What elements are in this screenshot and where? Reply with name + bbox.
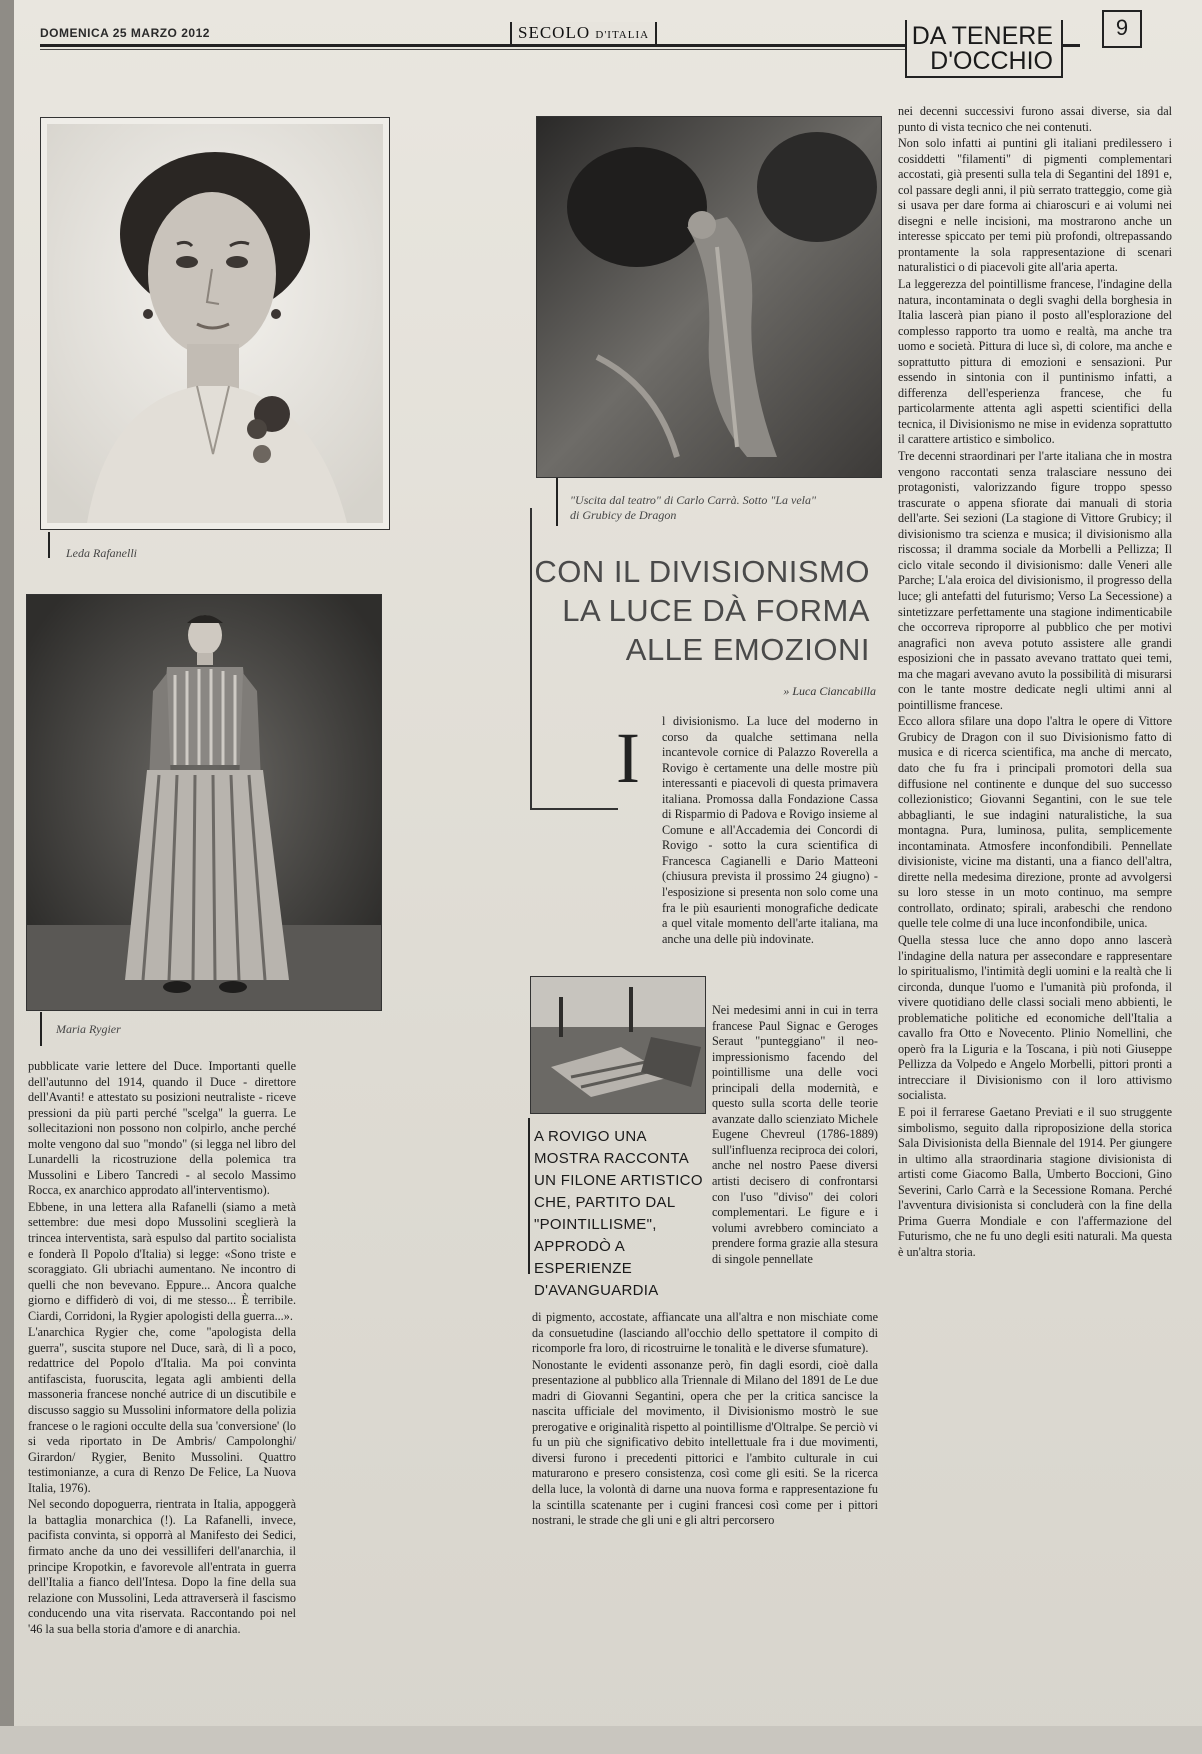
section-label-line2: D'OCCHIO — [930, 47, 1053, 75]
painting-image — [537, 117, 881, 477]
article-right-column — [898, 104, 1172, 1261]
right-paragraph: E poi il ferrarese Gaetano Previati e il suo struggente simbolismo, seguito dalla riproposizione della storica Sala Divisionista della Biennale del 1914. Per giungere in ultimo alla straordinaria stagione divisionista di artisti come Giacomo Balla, Umberto Boccioni, Gino Severini, Carlo Carrà e la Secessione Romana. Perché l'avventura divisionista si concluderà con la fine della Prima Guerra Mondiale e con l'affermazione del Futurismo, che ne fu uno degli esiti naturali. Ma questa è un'altra storia. — [898, 1105, 1172, 1259]
painting-photo — [536, 116, 882, 478]
issue-date: DOMENICA 25 MARZO 2012 — [40, 26, 210, 40]
painting-caption-line1: "Uscita dal teatro" di Carlo Carrà. Sotto "La vela" — [570, 493, 817, 507]
article-byline: » Luca Ciancabilla — [783, 684, 876, 698]
boat-photo — [530, 976, 706, 1114]
article-lower-text — [532, 1310, 878, 1530]
article-intro-paragraph: l divisionismo. La luce del moderno in corso da qualche settimana nella incantevole cornice di Palazzo Roverella a Rovigo è certamente una delle mostre più interessanti e piacevoli di questa primavera italiana. Promossa dalla Fondazione Cassa di Risparmio di Padova e Rovigo insieme al Comune e all'Accademia dei Concordi di Rovigo - sotto la cura scientifica di Francesca Cagianelli e Dario Matteoni (chiusura prevista il prossimo 24 giugno) - l'esposizione si presenta non solo come una fra le più esaurienti monografiche dedicate a quel vitale momento dell'arte italiana, ma anche una delle più indovinate. — [662, 714, 878, 946]
painting-caption-bar — [556, 478, 558, 526]
standing-photo — [26, 594, 382, 1011]
headline-line1: CON IL DIVISIONISMO — [534, 554, 870, 589]
standing-caption-bar — [40, 1012, 42, 1046]
article-intro-text — [662, 714, 878, 948]
portrait-caption-bar — [48, 532, 50, 558]
left-paragraph: Ebbene, in una lettera alla Rafanelli (siamo a metà settembre: due mesi dopo Mussolini sceglierà la trincea interventista, sarà espulso dal partito socialista e fonderà Il Popolo d'Italia) si legge: «Sono triste e scoraggiato. Gli ubriachi aumentano. Ne incontro di quelli che non bevevano. Eppure... Ancora qualche giorno e diffiderò di voi, di me stesso... È terribile. Ciardi, Corridoni, la Rygier apologisti della guerra...». — [28, 1199, 296, 1323]
article-narrow-paragraph: Nei medesimi anni in cui in terra francese Paul Signac e Geroges Seraut "punteggiano" il neo-impressionismo facendo del pointillisme una delle voci principali della modernità, e questo sulla scorta delle teorie avanzate dallo scienziato Michele Eugene Chevreul (1786-1889) sull'influenza reciproca dei colori, anche nel nostro Paese diversi artisti decisero di confrontarsi con l'uso "diviso" dei colori complementari. Le figure e i volumi avrebbero cominciato a prendere forma grazie alla stesura di singole pennellate — [712, 1003, 878, 1266]
pull-quote: A ROVIGO UNA MOSTRA RACCONTA UN FILONE ARTISTICO CHE, PARTITO DAL "POINTILLISME", APPRODÒ A ESPERIENZE D'AVANGUARDIA — [534, 1128, 703, 1299]
section-label — [905, 20, 1063, 78]
left-paragraph: L'anarchica Rygier che, come "apologista della guerra", suscita stupore nel Duce, sarà, di lì a poco, redattrice del Popolo d'Italia. Ma poi convinta antifascista, fuoruscita, legata agli ambienti della massoneria francese nonché autrice di un discutibile e discusso saggio su Mussolini informatore della polizia francese o le ragioni occulte della sua 'conversione' (lo si veda riportato in De Ambris/ Campolonghi/ Girardon/ Rygier, Benito Mussolini. Quattro testimonianze, a cura di Renzo De Felice, La Nuova Italia, 1976). — [28, 1325, 296, 1495]
page-binding-edge — [0, 0, 14, 1754]
right-paragraph: Quella stessa luce che anno dopo anno lascerà l'indagine della natura per assecondare e rappresentare lo spiritualismo, l'intimità degli uomini e la realtà che li circonda, dunque l'uomo e l'umanità più profonda, il vivere quotidiano delle classi sociali meno abbienti, le problematiche politiche ed economiche dell'Italia a cavallo fra Otto e Novecento. Plinio Nomellini, che operò fra la Liguria e la Toscana, i più noti Giuseppe Pellizza da Volpedo e Angelo Morbelli, pittori pronti a intrecciare il Divisionismo con il loro attivismo socialista. — [898, 932, 1172, 1103]
right-paragraph: nei decenni successivi furono assai diverse, sia dal punto di vista tecnico che nei contenuti. — [898, 104, 1172, 134]
left-column-text — [28, 1059, 296, 1638]
page-bottom-edge — [0, 1726, 1202, 1754]
left-paragraph: pubblicate varie lettere del Duce. Importanti quelle dell'autunno del 1914, quando il Duce - direttore dell'Avanti! e attestato su posizioni neutraliste - riceve pressioni da più parti perché "scelga" la guerra. Le sollecitazioni non possono non colpirlo, anche perché molte vengono dal suo "mondo" (si legga nel libro del Lunardelli la ricostruzione della polemica tra Mussolini e Libero Tancredi - al secolo Massimo Rocca, ex anarchico approdato all'interventismo). — [28, 1059, 296, 1198]
headline-line2: LA LUCE DÀ FORMA — [562, 593, 870, 628]
portrait-photo — [40, 117, 390, 530]
newspaper-name-sub: D'ITALIA — [595, 29, 650, 41]
portrait-caption: Leda Rafanelli — [66, 546, 137, 560]
left-paragraph: Nel secondo dopoguerra, rientrata in Italia, appoggerà la battaglia monarchica (!). La Rafanelli, invece, pacifista convinta, si opporrà al Manifesto dei Sedici, firmato anche da uno dei vessilliferi dell'anarchia, il principe Kropotkin, e favorevole all'entrata in guerra dell'Italia a fianco dell'Intesa. Dopo la fine della sua relazione con Mussolini, Leda attraverserà il fascismo conducendo una vita riservata. Raccontando poi nel '46 la sua bella storia d'amore e di anarchia. — [28, 1497, 296, 1636]
drop-cap: I — [616, 718, 640, 798]
right-paragraph: Non solo infatti ai puntini gli italiani predilessero i cosiddetti "filamenti" di pigmenti complementari accostati, già presenti sulla tela di Segantini del 1891 e, col passare degli anni, il più serrato tratteggio, come già si usava per dare forma ai chiaroscuri e ai volumi nei disegni e nelle incisioni, ma mostrarono anche un interesse spiccato per temi più profondi, oltrepassando prontamente la sola rappresentazione di scenari naturalistici o di piacevoli gite all'aria aperta. — [898, 136, 1172, 275]
right-paragraph: La leggerezza del pointillisme francese, l'indagine della natura, incontaminata o degli svaghi della borghesia in Italia lascerà pian piano il posto all'esplorazione del complesso rapporto tra uomo e realtà, ma anche tra uomo e società. Pittura di luce sì, di colore, ma anche e soprattutto pittura di emozioni e sensazioni. Pur essendo in sintonia con il puntinismo infatti, a differenza dell'esperienza francese, che fu particolarmente attenta agli aspetti scientifici della tecnica, il Divisionismo ne mise in evidenza soprattutto il carattere artistico e simbolico. — [898, 277, 1172, 447]
standing-caption: Maria Rygier — [56, 1022, 121, 1036]
standing-image — [27, 595, 381, 1010]
painting-caption-line2: di Grubicy de Dragon — [570, 508, 677, 522]
right-paragraph: Ecco allora sfilare una dopo l'altra le opere di Vittore Grubicy de Dragon con il suo Divisionismo fatto di musica e di ricerca scientifica, ma anche di mercato, dato che fu fra i principali promotori della sua diffusione nel continente e dunque del suo successo collezionistico; Giovanni Segantini, con le sue tele abbaglianti, le sue indagini naturalistiche, la sua montagna. Pura, luminosa, pulita, semplicemente incontaminata. Atmosfere inconfondibili. Pennellate divisioniste, vicine ma distanti, una a fianco dell'altra, dirette nella medesima direzione, pronte ad avvolgersi su loro stesse in un moto continuo, ma sempre controllato, ordinato; spirali, arabeschi che rendono quelle tele colme di una luce inconfondibile, unica. — [898, 714, 1172, 931]
headline-line3: ALLE EMOZIONI — [625, 632, 870, 667]
page-number: 9 — [1102, 10, 1142, 48]
pull-quote-bar — [528, 1118, 530, 1274]
article-lower-paragraph: Nonostante le evidenti assonanze però, fin dagli esordi, cioè dalla presentazione al pubblico alla Triennale di Milano del 1891 de Le due madri di Giovanni Segantini, opera che per la critica sancisce la nascita ufficiale del movimento, il Divisionismo mostrò le sue prerogative e originalità rispetto al pointillisme d'Oltralpe. Se perciò vi fu un più che significativo debito intellettuale fra i due movimenti, diversi furono i precedenti pittorici e l'ambito culturale in cui maturarono e presero consistenza, così come gli esiti. Se la ricerca della luce, la volontà di darne una nuova forma e rappresentazione fu la scintilla scatenante per i cugini francesi così come per i pittori nostrani, le strade che gli uni e gli altri percorsero — [532, 1357, 878, 1528]
header-rule-thin — [40, 49, 908, 50]
boat-image — [531, 977, 705, 1113]
newspaper-name — [510, 22, 657, 44]
painting-caption — [570, 493, 880, 523]
article-lower-paragraph: di pigmento, accostate, affiancate una all'altra e non mischiate come da consuetudine (lasciando all'occhio dello spettatore il compito di ricomporle fra loro, di ricostruirne le tonalità e le diverse sfumature). — [532, 1310, 878, 1356]
article-frame-bottom — [530, 808, 618, 810]
right-paragraph: Tre decenni straordinari per l'arte italiana che in mostra vengono raccontati senza tralasciare nessuno dei protagonisti, valorizzando figure troppo spesso trascurate o appena sfiorate dai manuali di storia dell'arte. Sei sezioni (La stagione di Vittore Grubicy; il divisionismo tra scienza e musica; il divisionismo alla riscossa; il dramma sociale da Morbelli a Pellizza; Il ciclo vitale secondo il divisionismo: dalle Veneri alle Parche; L'ala eroica del divisionismo, il progresso della luce; gli antefatti del futurismo; Verso La Secessione) a sintetizzare perfettamente una stagione indimenticabile che occorreva riproporre al pubblico che per motivi anagrafici non aveva potuto assistere alle grandi esposizioni che in passato avevano trattato quei temi, ma che magari avevano avuto la possibilità di misurarsi con le tante mostre dedicate negli ultimi anni al pointillisme francese. — [898, 449, 1172, 712]
newspaper-name-main: SECOLO — [518, 23, 591, 42]
article-headline — [530, 552, 870, 669]
article-narrow-text — [712, 1003, 878, 1268]
portrait-image — [47, 124, 383, 523]
section-label-line1: DA TENERE — [911, 22, 1053, 50]
